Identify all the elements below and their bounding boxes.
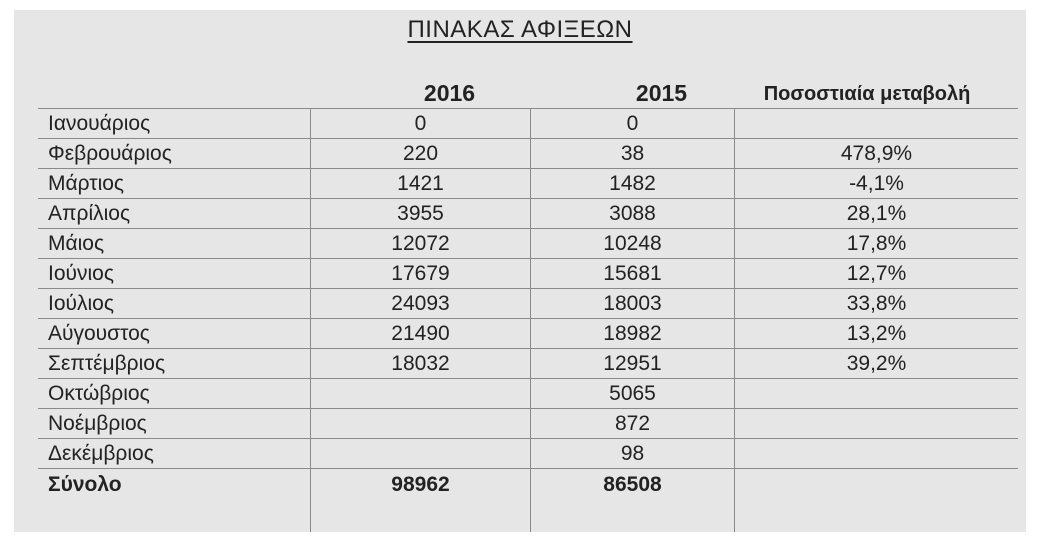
column-header-2015: 2015 — [635, 80, 688, 106]
total-2016-cell: 98962 — [311, 469, 531, 501]
column-header-pct-change: Ποσοστιαία μεταβολή — [763, 83, 971, 105]
pct-change-cell: 39,2% — [735, 349, 1019, 379]
value-2015-cell: 0 — [531, 109, 735, 139]
value-2015-cell: 1482 — [531, 169, 735, 199]
value-2015-cell: 38 — [531, 139, 735, 169]
pct-change-cell: 478,9% — [735, 139, 1019, 169]
value-2015-cell: 98 — [531, 439, 735, 469]
month-cell: Μάιος — [38, 229, 311, 259]
month-cell: Σεπτέμβριος — [38, 349, 311, 379]
month-cell: Ιανουάριος — [38, 109, 311, 139]
table-title: ΠΙΝΑΚΑΣ ΑΦΙΞΕΩΝ — [407, 16, 633, 43]
column-header-2016: 2016 — [423, 80, 476, 106]
value-2016-cell: 3955 — [311, 199, 531, 229]
value-2016-cell — [311, 439, 531, 469]
empty-cell — [38, 500, 311, 532]
month-cell: Μάρτιος — [38, 169, 311, 199]
value-2015-cell: 18003 — [531, 289, 735, 319]
empty-cell — [311, 500, 531, 532]
value-2015-cell: 15681 — [531, 259, 735, 289]
pct-change-cell: 28,1% — [735, 199, 1019, 229]
table-row — [38, 289, 1018, 319]
month-cell: Δεκέμβριος — [38, 439, 311, 469]
pct-change-cell: -4,1% — [735, 169, 1019, 199]
total-pct-cell — [735, 469, 1019, 501]
pct-change-cell: 17,8% — [735, 229, 1019, 259]
table-row — [38, 169, 1018, 199]
table-row — [38, 379, 1018, 409]
pct-change-cell — [735, 439, 1019, 469]
value-2015-cell: 3088 — [531, 199, 735, 229]
value-2015-cell: 18982 — [531, 319, 735, 349]
pct-change-cell — [735, 379, 1019, 409]
value-2016-cell: 21490 — [311, 319, 531, 349]
month-cell: Φεβρουάριος — [38, 139, 311, 169]
value-2016-cell: 17679 — [311, 259, 531, 289]
filler-row — [38, 500, 1018, 532]
value-2016-cell — [311, 379, 531, 409]
value-2016-cell: 24093 — [311, 289, 531, 319]
empty-cell — [735, 500, 1019, 532]
value-2015-cell: 10248 — [531, 229, 735, 259]
pct-change-cell — [735, 409, 1019, 439]
table-row — [38, 139, 1018, 169]
table-row — [38, 229, 1018, 259]
value-2016-cell: 220 — [311, 139, 531, 169]
month-cell: Νοέμβριος — [38, 409, 311, 439]
value-2015-cell: 12951 — [531, 349, 735, 379]
value-2015-cell: 5065 — [531, 379, 735, 409]
table-row — [38, 199, 1018, 229]
value-2015-cell: 872 — [531, 409, 735, 439]
table-row — [38, 439, 1018, 469]
value-2016-cell: 12072 — [311, 229, 531, 259]
value-2016-cell: 1421 — [311, 169, 531, 199]
pct-change-cell: 33,8% — [735, 289, 1019, 319]
empty-cell — [531, 500, 735, 532]
total-2015-cell: 86508 — [531, 469, 735, 501]
month-cell: Οκτώβριος — [38, 379, 311, 409]
month-cell: Αύγουστος — [38, 319, 311, 349]
table-row — [38, 109, 1018, 139]
pct-change-cell — [735, 109, 1019, 139]
value-2016-cell — [311, 409, 531, 439]
pct-change-cell: 12,7% — [735, 259, 1019, 289]
table-row — [38, 349, 1018, 379]
value-2016-cell: 18032 — [311, 349, 531, 379]
total-row — [38, 469, 1018, 501]
table-row — [38, 409, 1018, 439]
month-cell: Ιούλιος — [38, 289, 311, 319]
month-cell: Ιούνιος — [38, 259, 311, 289]
total-label: Σύνολο — [38, 469, 311, 501]
table-row — [38, 259, 1018, 289]
table-row — [38, 319, 1018, 349]
arrivals-table — [38, 108, 1018, 532]
pct-change-cell: 13,2% — [735, 319, 1019, 349]
month-cell: Απρίλιος — [38, 199, 311, 229]
value-2016-cell: 0 — [311, 109, 531, 139]
table-body — [38, 109, 1018, 533]
